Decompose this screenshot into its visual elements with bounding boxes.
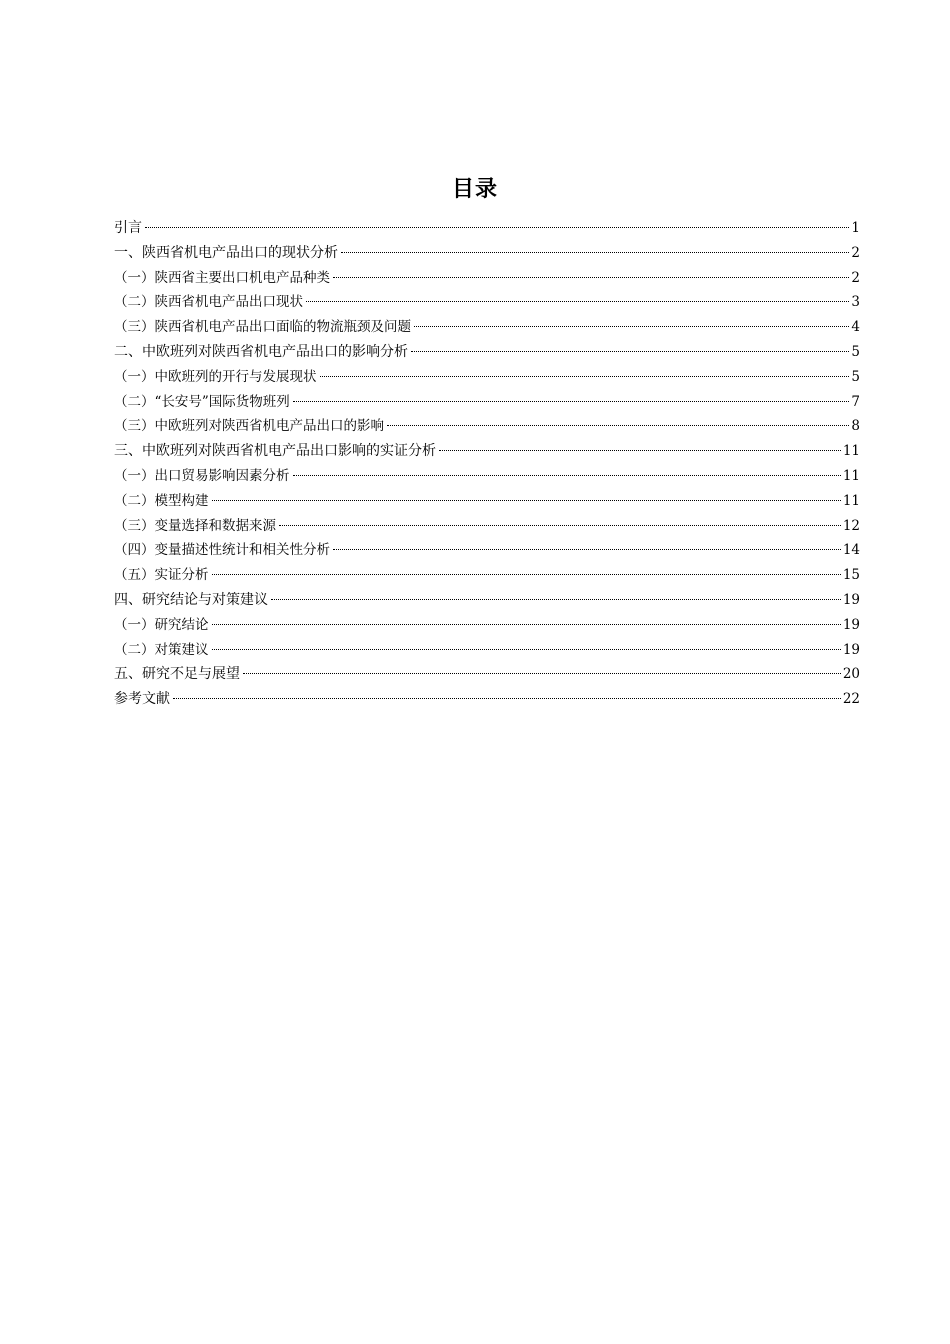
toc-dot-leader [439, 450, 841, 451]
toc-page-number: 15 [842, 567, 860, 584]
toc-entry-label: 五、研究不足与展望 [114, 666, 240, 683]
toc-entry-references[interactable] [114, 687, 860, 712]
toc-dot-leader [271, 599, 841, 600]
toc-dot-leader [341, 252, 849, 253]
toc-entry-label: 引言 [114, 220, 142, 236]
toc-dot-leader [145, 227, 849, 228]
toc-page-number: 1 [851, 220, 860, 236]
toc-entry-section-2-3[interactable] [114, 414, 860, 439]
toc-dot-leader [333, 549, 841, 550]
toc-title: 目录 [451, 177, 498, 202]
toc-entry-section-3-4[interactable] [114, 538, 860, 563]
toc-entry-section-1-2[interactable] [114, 290, 860, 315]
toc-page-number: 12 [842, 517, 860, 534]
toc-dot-leader [212, 624, 841, 625]
toc-entry-chapter-5[interactable] [114, 662, 860, 687]
toc-page-number: 19 [842, 591, 860, 608]
toc-page-number: 8 [851, 418, 860, 435]
toc-entry-label: （四）变量描述性统计和相关性分析 [114, 542, 330, 559]
toc-entry-chapter-4[interactable] [114, 588, 860, 613]
toc-entry-section-3-5[interactable] [114, 563, 860, 588]
toc-page-number: 7 [851, 393, 860, 410]
toc-page-number: 4 [851, 319, 860, 336]
toc-dot-leader [306, 301, 849, 302]
toc-page-number: 19 [842, 616, 860, 633]
toc-dot-leader [333, 277, 849, 278]
toc-entry-label: （三）陕西省机电产品出口面临的物流瓶颈及问题 [114, 319, 411, 336]
toc-page-number: 2 [851, 244, 860, 261]
table-of-contents [114, 216, 860, 712]
toc-entry-section-2-2[interactable] [114, 390, 860, 415]
toc-entry-label: 四、研究结论与对策建议 [114, 591, 268, 608]
toc-entry-chapter-2[interactable] [114, 340, 860, 365]
toc-entry-section-3-3[interactable] [114, 514, 860, 539]
toc-entry-label: 一、陕西省机电产品出口的现状分析 [114, 244, 338, 261]
toc-entry-label: （二）陕西省机电产品出口现状 [114, 294, 303, 311]
toc-dot-leader [387, 425, 849, 426]
toc-entry-label: （一）出口贸易影响因素分析 [114, 467, 290, 484]
toc-entry-label: （三）变量选择和数据来源 [114, 517, 276, 534]
toc-entry-label: 二、中欧班列对陕西省机电产品出口的影响分析 [114, 343, 408, 360]
toc-page-number: 19 [842, 641, 860, 658]
toc-dot-leader [279, 525, 841, 526]
toc-entry-section-3-2[interactable] [114, 489, 860, 514]
toc-page-number: 22 [842, 691, 860, 708]
toc-entry-section-2-1[interactable] [114, 365, 860, 390]
toc-dot-leader [411, 351, 849, 352]
toc-page-number: 5 [851, 368, 860, 385]
toc-entry-label: （三）中欧班列对陕西省机电产品出口的影响 [114, 418, 384, 435]
toc-entry-chapter-1[interactable] [114, 241, 860, 266]
toc-entry-label: （一）研究结论 [114, 616, 209, 633]
toc-dot-leader [293, 475, 841, 476]
toc-dot-leader [293, 401, 850, 402]
toc-entry-section-1-1[interactable] [114, 266, 860, 291]
toc-entry-section-3-1[interactable] [114, 464, 860, 489]
toc-dot-leader [212, 574, 841, 575]
toc-entry-label: （一）中欧班列的开行与发展现状 [114, 368, 317, 385]
toc-entry-label: （一）陕西省主要出口机电产品种类 [114, 269, 330, 286]
toc-dot-leader [212, 500, 841, 501]
toc-entry-section-4-2[interactable] [114, 638, 860, 663]
toc-entry-section-1-3[interactable] [114, 315, 860, 340]
toc-entry-introduction[interactable] [114, 216, 860, 241]
toc-page-number: 11 [842, 467, 860, 484]
toc-dot-leader [173, 698, 841, 699]
toc-entry-section-4-1[interactable] [114, 613, 860, 638]
toc-entry-label: （二）“长安号”国际货物班列 [114, 393, 290, 410]
toc-entry-label: （二）对策建议 [114, 641, 209, 658]
toc-entry-label: （二）模型构建 [114, 492, 209, 509]
toc-entry-label: 参考文献 [114, 691, 170, 708]
toc-entry-label: 三、中欧班列对陕西省机电产品出口影响的实证分析 [114, 443, 436, 460]
toc-page-number: 2 [851, 269, 860, 286]
toc-entry-label: （五）实证分析 [114, 567, 209, 584]
toc-entry-chapter-3[interactable] [114, 439, 860, 464]
toc-dot-leader [414, 326, 849, 327]
toc-page-number: 14 [842, 542, 860, 559]
toc-page-number: 11 [842, 443, 860, 460]
toc-dot-leader [243, 673, 841, 674]
toc-dot-leader [212, 649, 841, 650]
toc-page-number: 3 [851, 294, 860, 311]
toc-page-number: 20 [842, 666, 860, 683]
toc-page-number: 11 [842, 492, 860, 509]
toc-page-number: 5 [851, 343, 860, 360]
toc-dot-leader [320, 376, 850, 377]
